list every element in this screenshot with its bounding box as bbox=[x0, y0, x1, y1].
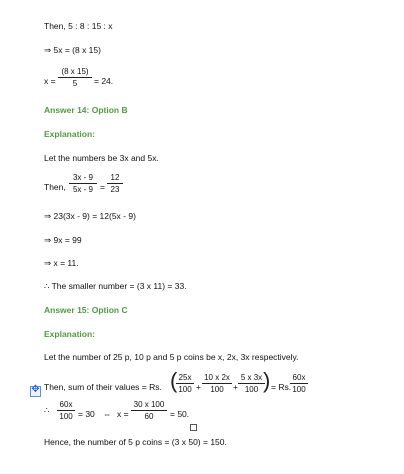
therefore-symbol: ∴ bbox=[44, 405, 50, 415]
fraction-bar bbox=[58, 77, 92, 78]
x-equals: x = bbox=[117, 409, 129, 419]
denominator: 100 bbox=[178, 385, 192, 394]
numerator: 5 x 3x bbox=[240, 373, 263, 382]
denominator: 5 bbox=[72, 79, 78, 88]
fraction-bar bbox=[176, 383, 194, 384]
then-label: Then, bbox=[44, 182, 66, 192]
fraction-bar bbox=[131, 410, 167, 411]
fraction-bar bbox=[202, 383, 232, 384]
sum-prefix: Then, sum of their values = Rs. bbox=[44, 382, 162, 392]
numerator: 60x bbox=[292, 373, 306, 382]
denominator: 100 bbox=[292, 385, 306, 394]
fraction-bar bbox=[238, 383, 265, 384]
fraction-bar bbox=[69, 183, 97, 184]
fraction-bar bbox=[107, 183, 123, 184]
denominator: 60 bbox=[144, 412, 154, 421]
numerator: 3x - 9 bbox=[72, 173, 93, 182]
numerator: 10 x 2x bbox=[204, 373, 230, 382]
equals-rs: = Rs. bbox=[271, 382, 292, 392]
denominator: 5x - 9 bbox=[72, 185, 93, 194]
equation-line: ⇒ 9x = 99 bbox=[44, 235, 82, 245]
iff-symbol: ⇔ bbox=[103, 409, 112, 419]
plus-sign: + bbox=[233, 382, 238, 392]
equals-sign: = bbox=[100, 182, 105, 192]
denominator: 100 bbox=[210, 385, 224, 394]
statement-line: Let the numbers be 3x and 5x. bbox=[44, 153, 159, 163]
move-handle-icon[interactable]: ✥ bbox=[31, 384, 40, 395]
open-paren: ( bbox=[170, 368, 178, 393]
plus-sign: + bbox=[196, 382, 201, 392]
fraction bbox=[290, 373, 308, 394]
conclusion-line: ∴ The smaller number = (3 x 11) = 33. bbox=[44, 281, 187, 291]
denominator: 100 bbox=[59, 412, 73, 421]
explanation-heading: Explanation: bbox=[44, 329, 96, 339]
ratio-line: Then, 5 : 8 : 15 : x bbox=[44, 21, 113, 31]
close-paren: ) bbox=[263, 368, 271, 393]
fraction bbox=[58, 67, 92, 88]
statement-line: Let the number of 25 p, 10 p and 5 p coins be x, 2x, 3x respectively. bbox=[44, 352, 299, 362]
fraction bbox=[107, 173, 123, 194]
numerator: 60x bbox=[59, 400, 73, 409]
fraction bbox=[238, 373, 265, 394]
explanation-heading: Explanation: bbox=[44, 129, 96, 139]
equation-line: ⇒ 23(3x - 9) = 12(5x - 9) bbox=[44, 211, 136, 221]
fraction-bar bbox=[290, 383, 308, 384]
fraction bbox=[69, 173, 97, 194]
numerator: (8 x 15) bbox=[61, 67, 89, 76]
anchor-marker bbox=[190, 424, 197, 431]
answer-heading: Answer 14: Option B bbox=[44, 105, 128, 115]
equals-thirty: = 30 bbox=[78, 409, 95, 419]
equation-line: ⇒ 5x = (8 x 15) bbox=[44, 45, 101, 55]
denominator: 100 bbox=[244, 385, 259, 394]
answer-heading: Answer 15: Option C bbox=[44, 305, 128, 315]
equation-line: ⇒ x = 11. bbox=[44, 258, 79, 268]
equals-fifty: = 50. bbox=[170, 409, 190, 419]
denominator: 23 bbox=[110, 185, 120, 194]
numerator: 30 x 100 bbox=[133, 400, 165, 409]
final-answer-line: Hence, the number of 5 p coins = (3 x 50) = 150. bbox=[44, 437, 227, 447]
equation-result: = 24. bbox=[94, 76, 114, 86]
fraction bbox=[176, 373, 194, 394]
numerator: 25x bbox=[178, 373, 192, 382]
equation-lhs: x = bbox=[44, 76, 56, 86]
numerator: 12 bbox=[110, 173, 120, 182]
fraction bbox=[131, 400, 167, 421]
fraction bbox=[202, 373, 232, 394]
fraction-bar bbox=[57, 410, 75, 411]
fraction bbox=[57, 400, 75, 421]
